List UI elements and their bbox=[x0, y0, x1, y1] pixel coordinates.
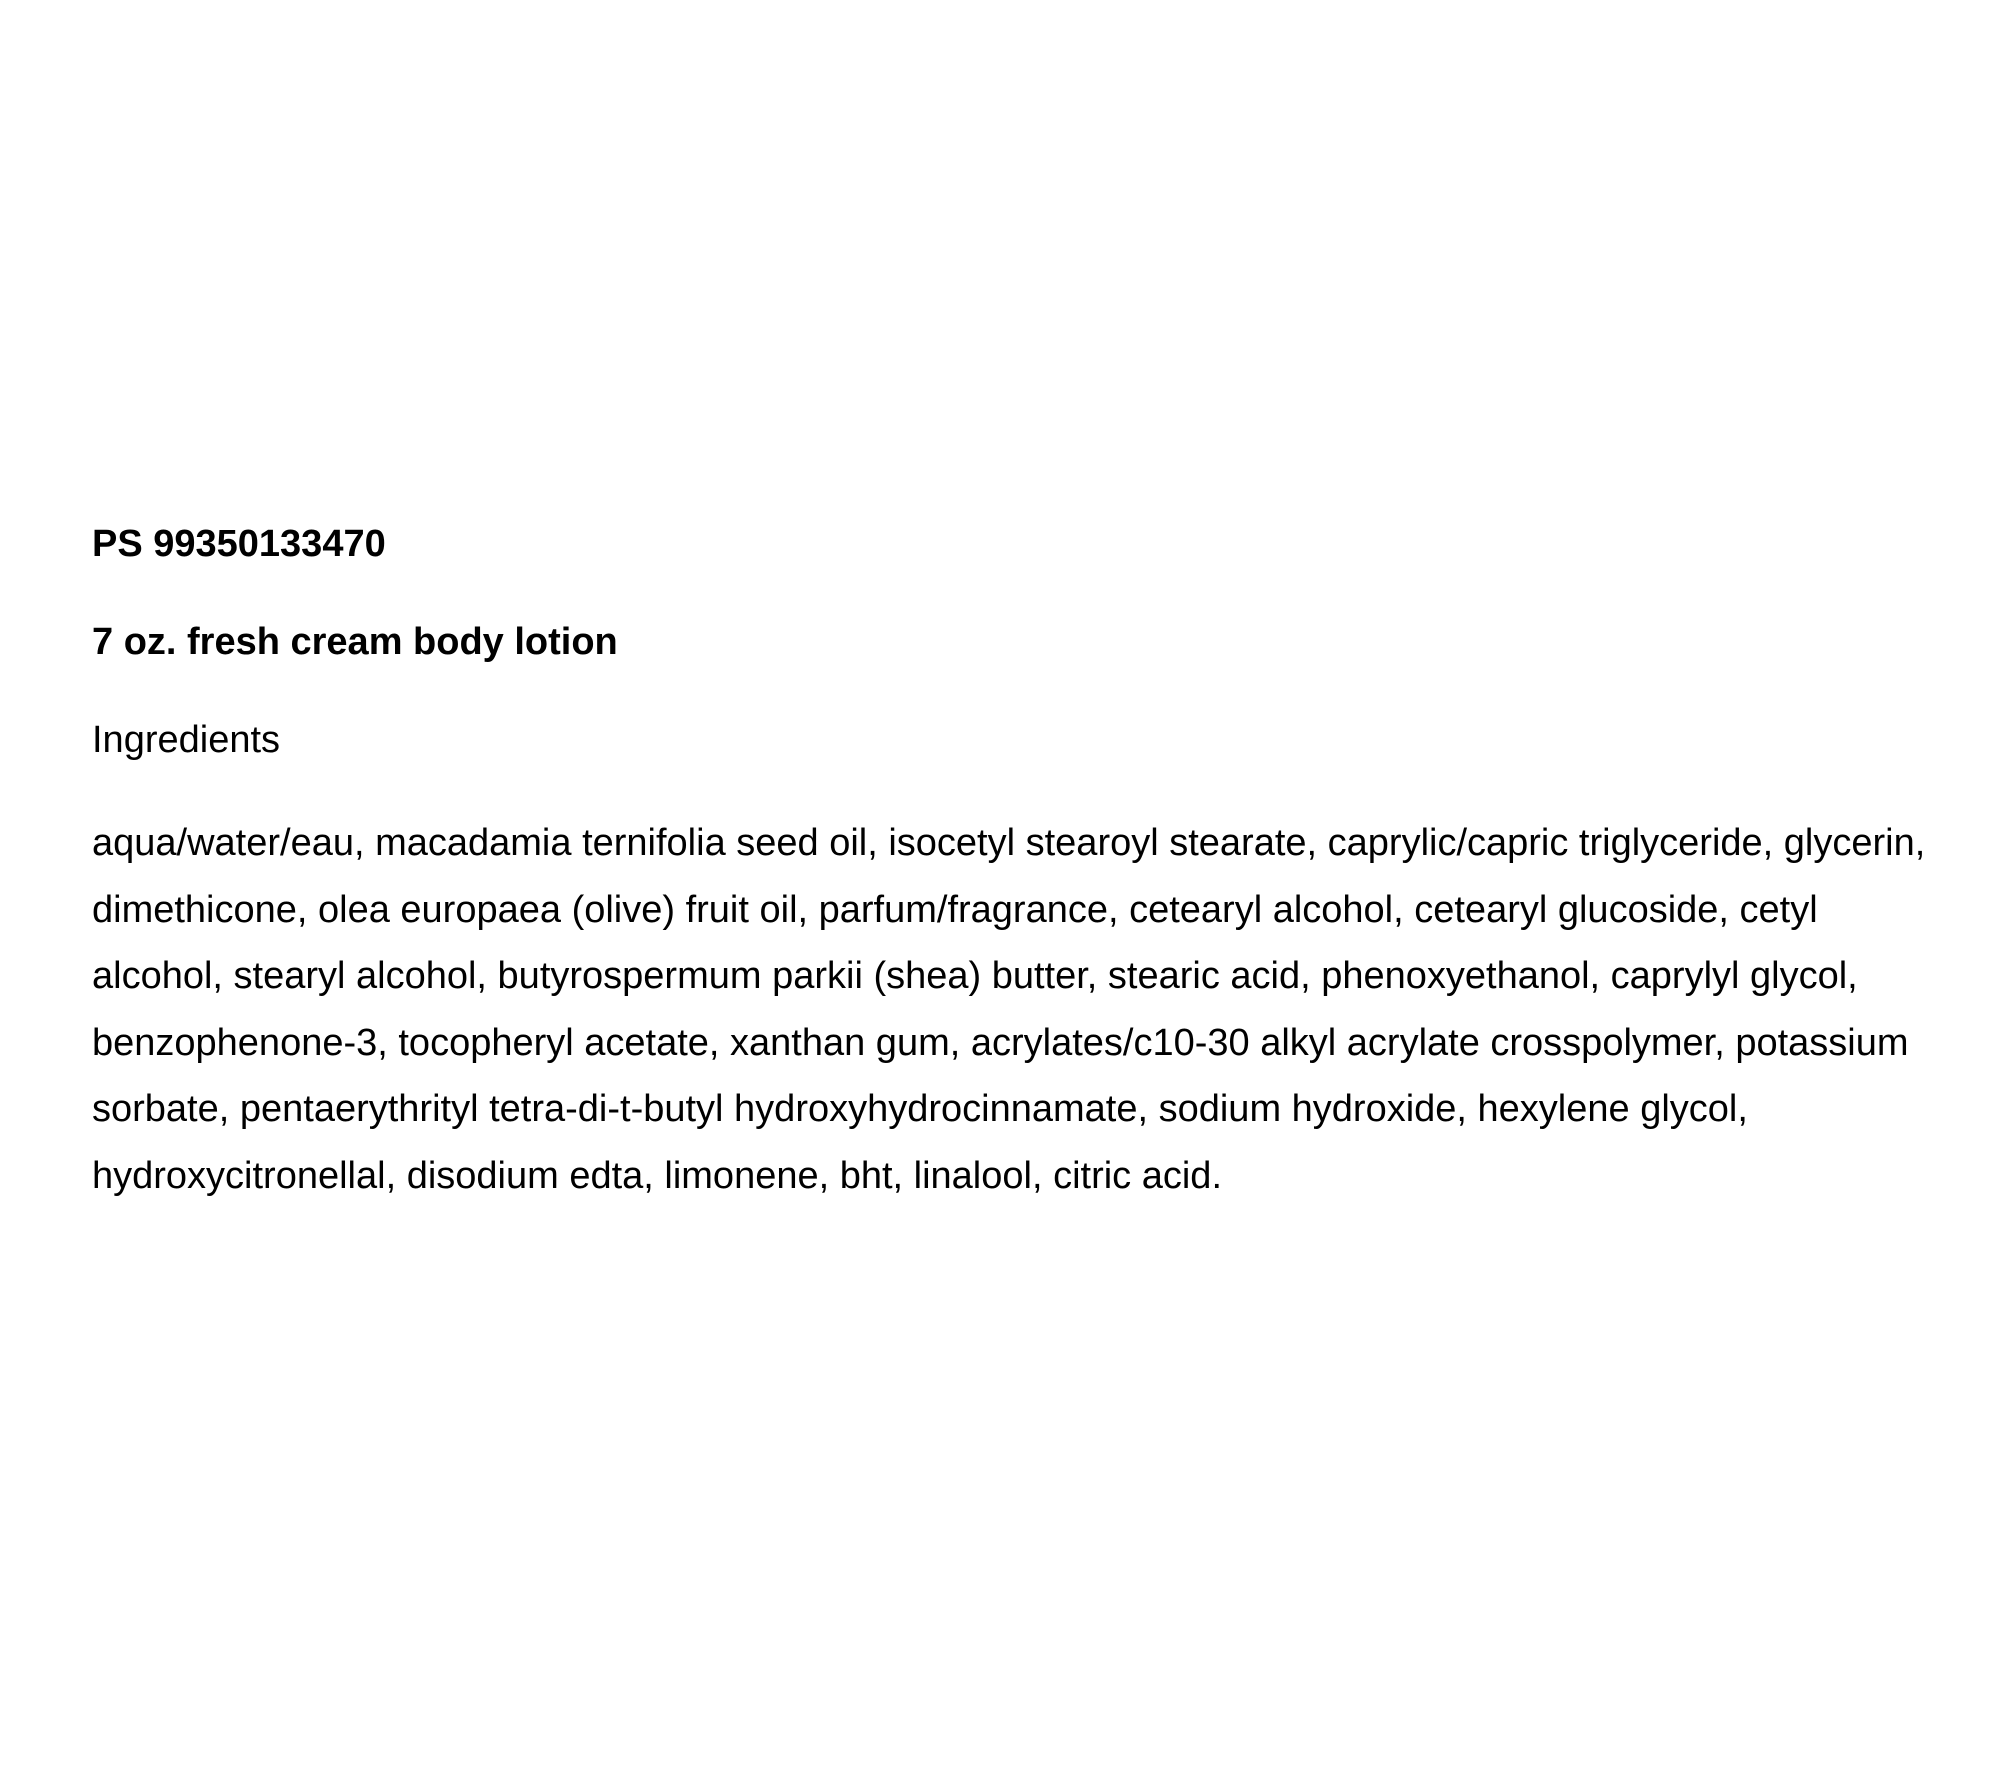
ingredients-heading: Ingredients bbox=[92, 719, 281, 761]
ingredients-list: aqua/water/eau, macadamia ternifolia seed oil, isocetyl stearoyl stearate, caprylic/capric triglyceride, glycerin, dimethicone, olea europaea (olive) fruit oil, parfum/fragrance, cetearyl alcohol, cetearyl glucoside, cetyl alcohol, stearyl alcohol, butyrospermum parkii (shea) butter, stearic acid, phenoxyethanol, caprylyl glycol, benzophenone-3, tocopheryl acetate, xanthan gum, acrylates/c10-30 alkyl acrylate crosspolymer, potassium sorbate, pentaerythrityl tetra-di-t-butyl hydroxyhydrocinnamate, sodium hydroxide, hexylene glycol, hydroxycitronellal, disodium edta, limonene, bht, linalool, citric acid. bbox=[92, 822, 1926, 1197]
document-body bbox=[92, 516, 1942, 1209]
product-code: PS 99350133470 bbox=[92, 523, 386, 565]
product-name: 7 oz. fresh cream body lotion bbox=[92, 621, 618, 663]
